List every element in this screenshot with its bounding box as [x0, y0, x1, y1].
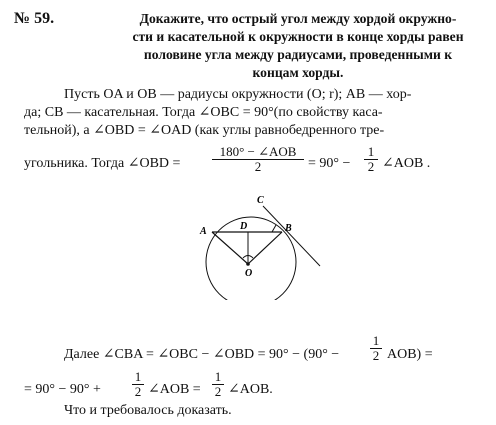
conclusion-line-1-fraction-denominator: 2 [372, 348, 380, 363]
conclusion-line-2-suffix: ∠AOB. [228, 382, 273, 397]
formula-fraction-2-numerator: 1 [364, 145, 378, 160]
conclusion-line-2-fraction-2-numerator: 1 [212, 370, 224, 385]
problem-number: № 59. [14, 10, 55, 27]
formula-fraction-2 [364, 145, 378, 174]
point-o [246, 262, 250, 266]
formula-fraction-1-denominator: 2 [254, 159, 262, 174]
circle [206, 217, 296, 300]
radius-oa [212, 232, 248, 264]
label-b: B [285, 223, 292, 234]
label-c: C [257, 195, 264, 206]
conclusion-line-2-fraction-2 [212, 370, 224, 399]
problem-statement-line-1: Докажите, что острый угол между хордой окружно- [139, 11, 457, 26]
conclusion-line-2-fraction-1-numerator: 1 [132, 370, 144, 385]
label-d: D [240, 221, 248, 232]
label-o: O [245, 268, 253, 279]
conclusion-line-2-fraction-2-denominator: 2 [214, 384, 222, 399]
conclusion-line-1-fraction [370, 334, 382, 363]
conclusion-line-2-prefix: = 90° − 90° + [24, 382, 101, 397]
conclusion-line-1-suffix: AOB) = [387, 347, 433, 362]
tangent-cb [263, 206, 320, 266]
formula-middle: = 90° − [308, 156, 351, 171]
final-statement: Что и требовалось доказать. [64, 403, 232, 418]
problem-statement-line-4: концам хорды. [252, 65, 344, 80]
angle-tick [272, 225, 276, 232]
solution-line-2: да; CB — касательная. Тогда ∠OBC = 90°(по свойству каса- [24, 105, 383, 120]
conclusion-line-1-prefix: Далее ∠CBA = ∠OBC − ∠OBD = 90° − (90° − [64, 347, 340, 362]
solution-line-1: Пусть OA и OB — радиусы окружности (O; r); AB — хор- [64, 87, 412, 102]
geometry-figure [190, 182, 340, 300]
formula-fraction-1-numerator: 180° − ∠AOB [212, 145, 304, 160]
conclusion-line-2-fraction-1 [132, 370, 144, 399]
formula-suffix: ∠AOB . [382, 156, 431, 171]
label-a: A [200, 226, 207, 237]
formula-fraction-1 [212, 145, 304, 174]
solution-line-3: тельной), а ∠OBD = ∠OAD (как углы равнобедренного тре- [24, 123, 385, 138]
formula-fraction-2-denominator: 2 [367, 159, 375, 174]
radius-ob [248, 232, 282, 264]
conclusion-line-2-middle: ∠AOB = [148, 382, 201, 397]
problem-statement-line-3: половине угла между радиусами, проведенными к [143, 47, 453, 62]
formula-prefix: угольника. Тогда ∠OBD = [24, 156, 181, 171]
conclusion-line-2-fraction-1-denominator: 2 [134, 384, 142, 399]
problem-statement-line-2: сти и касательной к окружности в конце хорды равен [132, 29, 464, 44]
conclusion-line-1-fraction-numerator: 1 [370, 334, 382, 349]
